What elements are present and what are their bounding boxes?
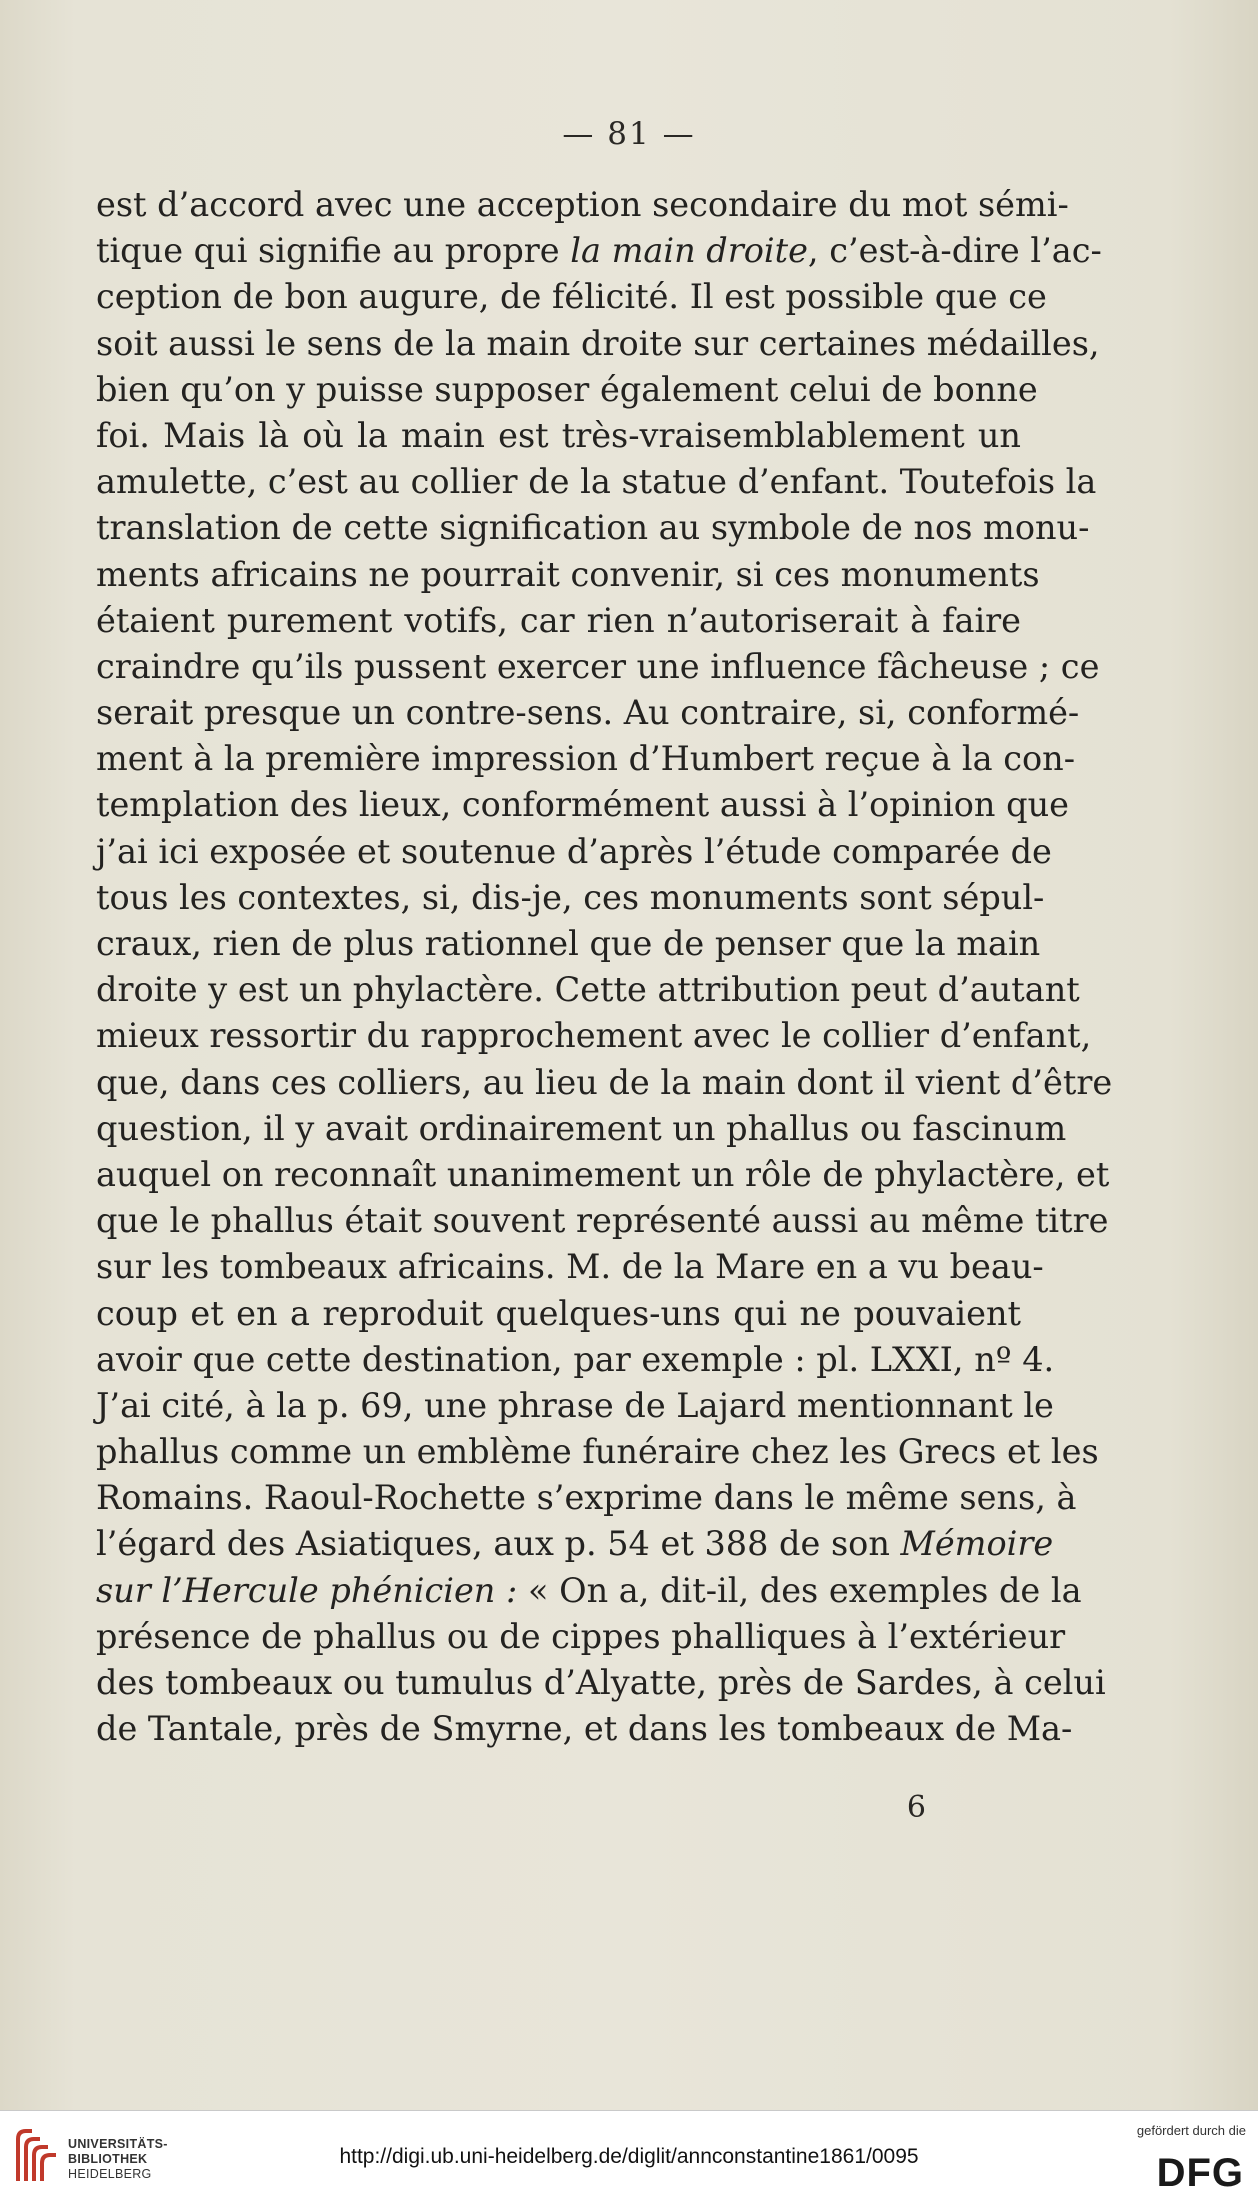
signature-mark: 6 (906, 1790, 926, 1825)
italic-text: la main droite (570, 231, 808, 271)
text-line: Romains. Raoul-Rochette s’exprime dans le même sens, à (96, 1478, 1077, 1518)
viewer-footer (0, 2110, 1258, 2202)
library-name-line: BIBLIOTHEK (68, 2152, 148, 2166)
text-line: j’ai ici exposée et soutenue d’après l’étude comparée de (96, 831, 1052, 871)
text-line: est d’accord avec une acception secondaire du mot sémi- (96, 185, 1069, 224)
text-line: foi. Mais là où la main est très-vraisemblablement un (96, 415, 1021, 455)
text-fragment: tique qui signifie au propre (96, 231, 571, 271)
text-line: des tombeaux ou tumulus d’Alyatte, près de Sardes, à celui (96, 1663, 1106, 1702)
text-line: craindre qu’ils pussent exercer une influence fâcheuse ; ce (96, 646, 1100, 686)
text-fragment: , c’est-à-dire l’ac- (807, 231, 1102, 271)
text-line: sur les tombeaux africains. M. de la Mare en a vu beau- (96, 1247, 1044, 1287)
text-line: ment à la première impression d’Humbert reçue à la con- (96, 739, 1076, 779)
text-line: que, dans ces colliers, au lieu de la main dont il vient d’être (96, 1062, 1113, 1102)
text-line: soit aussi le sens de la main droite sur certaines médailles, (96, 323, 1100, 363)
library-name-line: UNIVERSITÄTS- (68, 2137, 168, 2151)
text-line: ments africains ne pourrait convenir, si ces monuments (96, 554, 1040, 594)
text-line: de Tantale, près de Smyrne, et dans les tombeaux de Ma- (96, 1709, 1073, 1749)
text-line: serait presque un contre-sens. Au contraire, si, conformé- (96, 693, 1080, 733)
body-text (96, 182, 1113, 1752)
text-line: tous les contextes, si, dis-je, ces monuments sont sépul- (96, 877, 1045, 917)
text-line: coup et en a reproduit quelques-uns qui ne pouvaient (96, 1293, 1021, 1333)
text-fragment: « On a, dit-il, des exemples de la (517, 1570, 1082, 1610)
text-line: avoir que cette destination, par exemple : pl. LXXI, nº 4. (96, 1339, 1055, 1379)
dfg-logo: DFG (1156, 2151, 1244, 2195)
text-line: bien qu’on y puisse supposer également celui de bonne (96, 369, 1038, 409)
text-line (96, 1568, 1082, 1614)
text-line: translation de cette signification au symbole de nos monu- (96, 508, 1090, 548)
text-line: craux, rien de plus rationnel que de penser que la main (96, 924, 1041, 963)
text-line: ception de bon augure, de félicité. Il est possible que ce (96, 277, 1047, 317)
text-line: étaient purement votifs, car rien n’autoriserait à faire (96, 600, 1021, 640)
text-line: que le phallus était souvent représenté aussi au même titre (96, 1201, 1109, 1241)
text-line: templation des lieux, conformément aussi à l’opinion que (96, 785, 1069, 825)
text-line: présence de phallus ou de cippes phalliques à l’extérieur (96, 1616, 1066, 1656)
page-number: — 81 — (562, 116, 696, 152)
text-line: droite y est un phylactère. Cette attribution peut d’autant (96, 970, 1080, 1010)
italic-text: Mémoire (900, 1524, 1054, 1564)
text-line: J’ai cité, à la p. 69, une phrase de Lajard mentionnant le (96, 1385, 1054, 1425)
italic-text: sur l’Hercule phénicien : (96, 1570, 518, 1610)
text-line: phallus comme un emblème funéraire chez les Grecs et les (96, 1432, 1099, 1472)
library-name-line: HEIDELBERG (68, 2167, 152, 2181)
text-line (96, 228, 1102, 274)
text-line: amulette, c’est au collier de la statue d’enfant. Toutefois la (96, 462, 1097, 502)
text-fragment: l’égard des Asiatiques, aux p. 54 et 388 de son (96, 1524, 901, 1564)
text-line: auquel on reconnaît unanimement un rôle de phylactère, et (96, 1154, 1110, 1194)
text-line: mieux ressortir du rapprochement avec le collier d’enfant, (96, 1016, 1092, 1056)
funded-by-label: gefördert durch die (1136, 2123, 1246, 2138)
text-line (96, 1521, 1054, 1567)
permalink-url[interactable]: http://digi.ub.uni-heidelberg.de/diglit/annconstantine1861/0095 (339, 2145, 919, 2168)
text-line: question, il y avait ordinairement un phallus ou fascinum (96, 1108, 1067, 1148)
